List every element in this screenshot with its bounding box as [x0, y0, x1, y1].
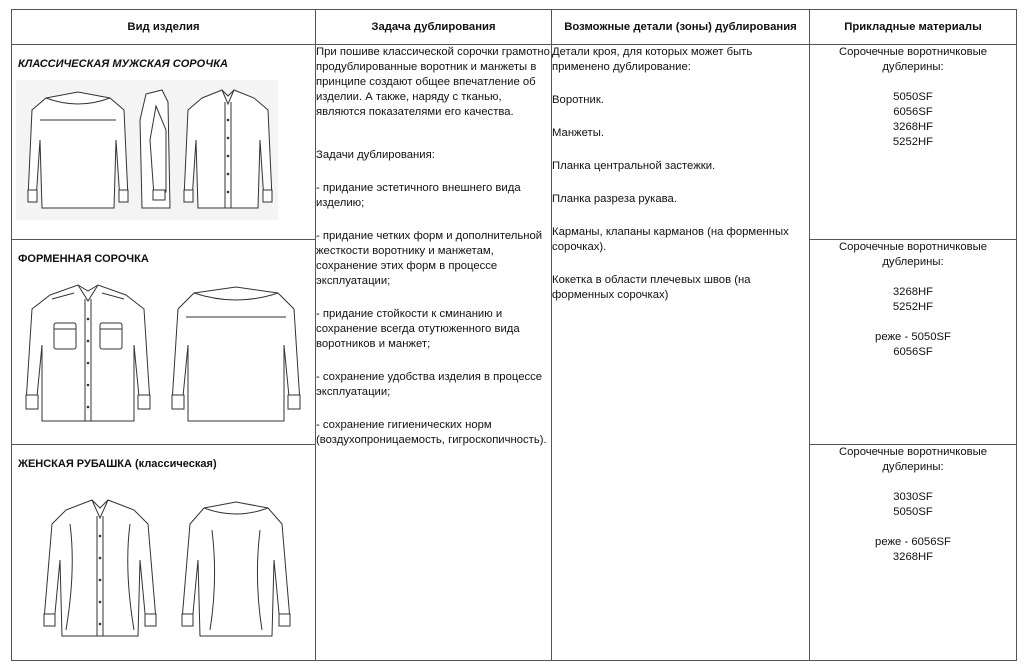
product-cell — [12, 445, 316, 661]
task-heading: Задачи дублирования: — [316, 149, 435, 161]
product-cell — [12, 240, 316, 445]
uniform-shirt-drawing — [16, 275, 310, 425]
material-code: 3268HF — [892, 121, 934, 133]
task-item: - сохранение удобства изделия в процессе эксплуатации; — [316, 371, 543, 398]
materials-heading: Сорочечные воротничковые дублерины: — [838, 241, 988, 268]
materials-heading: Сорочечные воротничковые дублерины: — [838, 46, 988, 73]
material-code: реже - 6056SF — [875, 536, 951, 548]
material-code: 5050SF — [893, 506, 933, 518]
zones-cell — [552, 45, 810, 661]
header-zones: Возможные детали (зоны) дублирования — [552, 10, 810, 45]
zones-intro: Детали кроя, для которых может быть применено дублирование: — [552, 46, 753, 73]
material-code: 6056SF — [893, 346, 933, 358]
row-classic-mens-shirt — [12, 45, 1017, 240]
header-materials: Прикладные материалы — [810, 10, 1017, 45]
task-item: - сохранение гигиенических норм (воздухопроницаемость, гигроскопичность). — [316, 419, 547, 446]
material-code: 5050SF — [893, 91, 933, 103]
material-code: реже - 5050SF — [875, 331, 951, 343]
product-cell — [12, 45, 316, 240]
zone-item: Кокетка в области плечевых швов (на форменных сорочках) — [552, 274, 751, 301]
task-intro: При пошиве классической сорочки грамотно продублированные воротник и манжеты в принципе создают общее впечатление об изделии. А также, наряду с тканью, являются показателями его качества. — [316, 46, 550, 118]
header-task: Задача дублирования — [316, 10, 552, 45]
task-item: - придание стойкости к сминанию и сохранение всегда отутюженного вида воротников и манжет; — [316, 308, 520, 350]
task-cell — [316, 45, 552, 661]
task-item: - придание четких форм и дополнительной жесткости воротнику и манжетам, сохранение этих форм в процессе эксплуатации; — [316, 230, 543, 287]
materials-heading: Сорочечные воротничковые дублерины: — [838, 446, 988, 473]
materials-cell — [810, 445, 1017, 661]
zone-item: Манжеты. — [552, 127, 604, 139]
zone-item: Планка разреза рукава. — [552, 193, 677, 205]
materials-cell — [810, 240, 1017, 445]
zone-item: Карманы, клапаны карманов (на форменных сорочках). — [552, 226, 789, 253]
task-item: - придание эстетичного внешнего вида изделию; — [316, 182, 521, 209]
material-code: 6056SF — [893, 106, 933, 118]
material-code: 3030SF — [893, 491, 933, 503]
product-title: ЖЕНСКАЯ РУБАШКА (классическая) — [18, 458, 217, 470]
material-code: 5252HF — [892, 301, 934, 313]
material-code: 3268HF — [892, 551, 934, 563]
classic-shirt-drawing — [16, 80, 278, 220]
zone-item: Воротник. — [552, 94, 604, 106]
header-row — [12, 10, 1017, 45]
zone-item: Планка центральной застежки. — [552, 160, 716, 172]
material-code: 3268HF — [892, 286, 934, 298]
materials-cell — [810, 45, 1017, 240]
header-product: Вид изделия — [12, 10, 316, 45]
product-title: КЛАССИЧЕСКАЯ МУЖСКАЯ СОРОЧКА — [18, 58, 228, 70]
product-title: ФОРМЕННАЯ СОРОЧКА — [18, 253, 149, 265]
interlining-table — [11, 9, 1017, 661]
womens-shirt-drawing — [16, 480, 310, 640]
material-code: 5252HF — [892, 136, 934, 148]
